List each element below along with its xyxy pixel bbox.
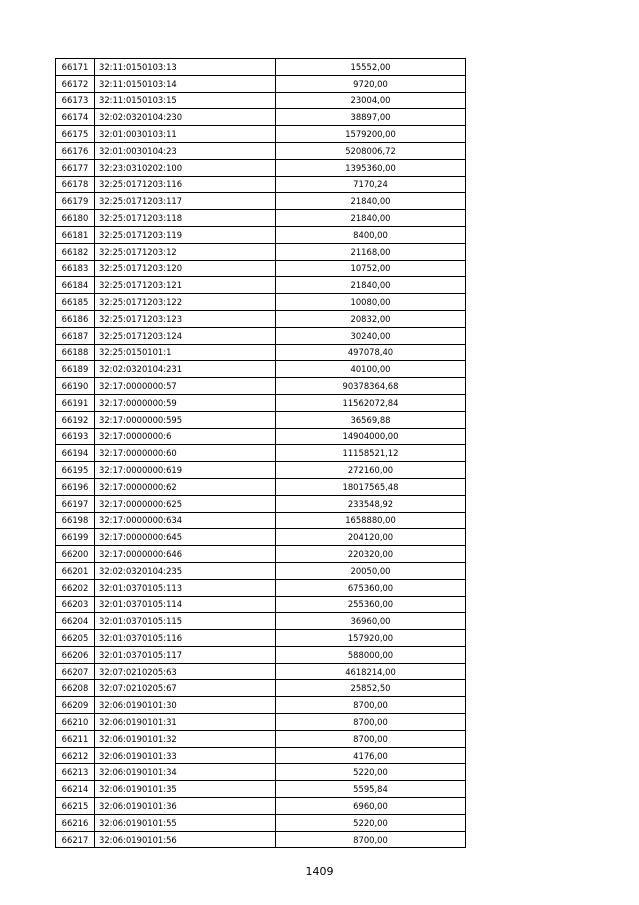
row-number-cell: 66212 (56, 747, 95, 764)
cadastral-number-cell: 32:11:0150103:13 (95, 59, 276, 76)
row-number-cell: 66184 (56, 277, 95, 294)
cadastral-value-cell: 8700,00 (276, 697, 466, 714)
cadastral-number-cell: 32:25:0171203:116 (95, 176, 276, 193)
table-row (56, 226, 466, 243)
row-number-cell: 66182 (56, 243, 95, 260)
cadastral-number-cell: 32:17:0000000:59 (95, 394, 276, 411)
cadastral-number-cell: 32:06:0190101:35 (95, 781, 276, 798)
table-row (56, 462, 466, 479)
cadastral-number-cell: 32:11:0150103:14 (95, 75, 276, 92)
cadastral-number-cell: 32:17:0000000:646 (95, 546, 276, 563)
row-number-cell: 66210 (56, 714, 95, 731)
cadastral-number-cell: 32:23:0310202:100 (95, 159, 276, 176)
cadastral-value-cell: 8700,00 (276, 730, 466, 747)
table-row (56, 714, 466, 731)
table-row (56, 478, 466, 495)
table-row (56, 126, 466, 143)
cadastral-value-cell: 6960,00 (276, 798, 466, 815)
cadastral-number-cell: 32:17:0000000:6 (95, 428, 276, 445)
table-row (56, 781, 466, 798)
cadastral-value-cell: 8700,00 (276, 831, 466, 848)
row-number-cell: 66188 (56, 344, 95, 361)
table-row (56, 747, 466, 764)
table-row (56, 798, 466, 815)
row-number-cell: 66189 (56, 361, 95, 378)
row-number-cell: 66173 (56, 92, 95, 109)
table-row (56, 730, 466, 747)
table-row (56, 92, 466, 109)
cadastral-value-cell: 588000,00 (276, 646, 466, 663)
cadastral-number-cell: 32:01:0370105:116 (95, 630, 276, 647)
table-row (56, 428, 466, 445)
cadastral-value-cell: 1395360,00 (276, 159, 466, 176)
cadastral-number-cell: 32:06:0190101:36 (95, 798, 276, 815)
cadastral-number-cell: 32:07:0210205:63 (95, 663, 276, 680)
row-number-cell: 66203 (56, 596, 95, 613)
cadastral-number-cell: 32:25:0171203:120 (95, 260, 276, 277)
row-number-cell: 66214 (56, 781, 95, 798)
row-number-cell: 66199 (56, 529, 95, 546)
table-row (56, 159, 466, 176)
cadastral-value-cell: 1579200,00 (276, 126, 466, 143)
table-row (56, 361, 466, 378)
row-number-cell: 66172 (56, 75, 95, 92)
cadastral-value-cell: 25852,50 (276, 680, 466, 697)
cadastral-number-cell: 32:06:0190101:32 (95, 730, 276, 747)
table-row (56, 59, 466, 76)
cadastral-value-cell: 7170,24 (276, 176, 466, 193)
row-number-cell: 66195 (56, 462, 95, 479)
cadastral-value-cell: 5595,84 (276, 781, 466, 798)
row-number-cell: 66178 (56, 176, 95, 193)
cadastral-value-cell: 90378364,68 (276, 378, 466, 395)
row-number-cell: 66183 (56, 260, 95, 277)
table-row (56, 294, 466, 311)
cadastral-number-cell: 32:06:0190101:33 (95, 747, 276, 764)
cadastral-number-cell: 32:01:0030104:23 (95, 142, 276, 159)
row-number-cell: 66202 (56, 579, 95, 596)
table-body (56, 59, 466, 848)
row-number-cell: 66201 (56, 562, 95, 579)
table-row (56, 529, 466, 546)
table-row (56, 109, 466, 126)
row-number-cell: 66181 (56, 226, 95, 243)
row-number-cell: 66200 (56, 546, 95, 563)
cadastral-value-cell: 675360,00 (276, 579, 466, 596)
row-number-cell: 66179 (56, 193, 95, 210)
cadastral-number-cell: 32:25:0171203:123 (95, 310, 276, 327)
cadastral-number-cell: 32:06:0190101:31 (95, 714, 276, 731)
row-number-cell: 66176 (56, 142, 95, 159)
row-number-cell: 66204 (56, 613, 95, 630)
table-row (56, 176, 466, 193)
row-number-cell: 66205 (56, 630, 95, 647)
cadastral-value-cell: 20832,00 (276, 310, 466, 327)
table-row (56, 680, 466, 697)
row-number-cell: 66177 (56, 159, 95, 176)
cadastral-value-cell: 5220,00 (276, 764, 466, 781)
table-row (56, 596, 466, 613)
row-number-cell: 66191 (56, 394, 95, 411)
cadastral-value-cell: 36569,88 (276, 411, 466, 428)
cadastral-number-cell: 32:17:0000000:619 (95, 462, 276, 479)
cadastral-value-cell: 21840,00 (276, 210, 466, 227)
cadastral-value-cell: 14904000,00 (276, 428, 466, 445)
cadastral-number-cell: 32:07:0210205:67 (95, 680, 276, 697)
cadastral-number-cell: 32:02:0320104:231 (95, 361, 276, 378)
table-row (56, 310, 466, 327)
row-number-cell: 66175 (56, 126, 95, 143)
cadastral-number-cell: 32:25:0171203:122 (95, 294, 276, 311)
cadastral-value-cell: 1658880,00 (276, 512, 466, 529)
row-number-cell: 66192 (56, 411, 95, 428)
cadastral-value-cell: 255360,00 (276, 596, 466, 613)
cadastral-number-cell: 32:17:0000000:634 (95, 512, 276, 529)
cadastral-value-cell: 21840,00 (276, 193, 466, 210)
table-row (56, 831, 466, 848)
row-number-cell: 66186 (56, 310, 95, 327)
cadastral-value-cell: 4176,00 (276, 747, 466, 764)
cadastral-value-cell: 220320,00 (276, 546, 466, 563)
row-number-cell: 66209 (56, 697, 95, 714)
cadastral-value-cell: 21840,00 (276, 277, 466, 294)
cadastral-value-table (55, 58, 466, 848)
table-row (56, 445, 466, 462)
row-number-cell: 66215 (56, 798, 95, 815)
table-row (56, 277, 466, 294)
cadastral-value-cell: 497078,40 (276, 344, 466, 361)
row-number-cell: 66180 (56, 210, 95, 227)
table-row (56, 378, 466, 395)
table-row (56, 579, 466, 596)
cadastral-value-cell: 157920,00 (276, 630, 466, 647)
row-number-cell: 66211 (56, 730, 95, 747)
row-number-cell: 66197 (56, 495, 95, 512)
cadastral-number-cell: 32:17:0000000:60 (95, 445, 276, 462)
cadastral-number-cell: 32:01:0370105:113 (95, 579, 276, 596)
table-row (56, 663, 466, 680)
row-number-cell: 66217 (56, 831, 95, 848)
table-row (56, 142, 466, 159)
cadastral-value-cell: 272160,00 (276, 462, 466, 479)
row-number-cell: 66206 (56, 646, 95, 663)
row-number-cell: 66187 (56, 327, 95, 344)
cadastral-number-cell: 32:25:0171203:118 (95, 210, 276, 227)
cadastral-value-cell: 10080,00 (276, 294, 466, 311)
row-number-cell: 66171 (56, 59, 95, 76)
cadastral-number-cell: 32:17:0000000:62 (95, 478, 276, 495)
row-number-cell: 66190 (56, 378, 95, 395)
row-number-cell: 66216 (56, 814, 95, 831)
cadastral-number-cell: 32:17:0000000:645 (95, 529, 276, 546)
table-row (56, 495, 466, 512)
cadastral-number-cell: 32:02:0320104:235 (95, 562, 276, 579)
row-number-cell: 66213 (56, 764, 95, 781)
cadastral-number-cell: 32:25:0171203:12 (95, 243, 276, 260)
cadastral-value-cell: 9720,00 (276, 75, 466, 92)
cadastral-number-cell: 32:06:0190101:30 (95, 697, 276, 714)
cadastral-value-cell: 30240,00 (276, 327, 466, 344)
cadastral-value-cell: 4618214,00 (276, 663, 466, 680)
row-number-cell: 66208 (56, 680, 95, 697)
cadastral-number-cell: 32:02:0320104:230 (95, 109, 276, 126)
table-row (56, 562, 466, 579)
cadastral-value-cell: 18017565,48 (276, 478, 466, 495)
cadastral-number-cell: 32:11:0150103:15 (95, 92, 276, 109)
cadastral-value-cell: 5208006,72 (276, 142, 466, 159)
cadastral-number-cell: 32:01:0370105:115 (95, 613, 276, 630)
row-number-cell: 66207 (56, 663, 95, 680)
table-row (56, 646, 466, 663)
cadastral-number-cell: 32:25:0171203:117 (95, 193, 276, 210)
cadastral-value-cell: 8700,00 (276, 714, 466, 731)
cadastral-number-cell: 32:17:0000000:57 (95, 378, 276, 395)
cadastral-value-cell: 8400,00 (276, 226, 466, 243)
table-row (56, 411, 466, 428)
cadastral-value-cell: 15552,00 (276, 59, 466, 76)
table-row (56, 764, 466, 781)
table-row (56, 75, 466, 92)
table-row (56, 394, 466, 411)
table-row (56, 512, 466, 529)
cadastral-value-cell: 233548,92 (276, 495, 466, 512)
cadastral-number-cell: 32:01:0370105:114 (95, 596, 276, 613)
cadastral-value-cell: 11158521,12 (276, 445, 466, 462)
row-number-cell: 66193 (56, 428, 95, 445)
cadastral-value-cell: 36960,00 (276, 613, 466, 630)
table-row (56, 697, 466, 714)
row-number-cell: 66194 (56, 445, 95, 462)
cadastral-value-cell: 5220,00 (276, 814, 466, 831)
cadastral-number-cell: 32:01:0030103:11 (95, 126, 276, 143)
cadastral-number-cell: 32:06:0190101:55 (95, 814, 276, 831)
cadastral-value-cell: 40100,00 (276, 361, 466, 378)
table-row (56, 613, 466, 630)
row-number-cell: 66196 (56, 478, 95, 495)
cadastral-value-cell: 204120,00 (276, 529, 466, 546)
cadastral-value-cell: 21168,00 (276, 243, 466, 260)
cadastral-value-cell: 38897,00 (276, 109, 466, 126)
table-row (56, 193, 466, 210)
table-row (56, 630, 466, 647)
cadastral-number-cell: 32:06:0190101:34 (95, 764, 276, 781)
cadastral-number-cell: 32:01:0370105:117 (95, 646, 276, 663)
cadastral-number-cell: 32:25:0171203:124 (95, 327, 276, 344)
cadastral-value-cell: 10752,00 (276, 260, 466, 277)
cadastral-value-cell: 20050,00 (276, 562, 466, 579)
cadastral-value-cell: 23004,00 (276, 92, 466, 109)
table-row (56, 260, 466, 277)
table-row (56, 210, 466, 227)
cadastral-number-cell: 32:25:0150101:1 (95, 344, 276, 361)
cadastral-number-cell: 32:25:0171203:121 (95, 277, 276, 294)
cadastral-number-cell: 32:17:0000000:625 (95, 495, 276, 512)
row-number-cell: 66185 (56, 294, 95, 311)
page-number: 1409 (305, 865, 334, 878)
cadastral-number-cell: 32:17:0000000:595 (95, 411, 276, 428)
row-number-cell: 66198 (56, 512, 95, 529)
table-row (56, 327, 466, 344)
cadastral-number-cell: 32:06:0190101:56 (95, 831, 276, 848)
row-number-cell: 66174 (56, 109, 95, 126)
table-row (56, 546, 466, 563)
cadastral-value-cell: 11562072,84 (276, 394, 466, 411)
table-row (56, 814, 466, 831)
table-row (56, 243, 466, 260)
table-row (56, 344, 466, 361)
cadastral-number-cell: 32:25:0171203:119 (95, 226, 276, 243)
